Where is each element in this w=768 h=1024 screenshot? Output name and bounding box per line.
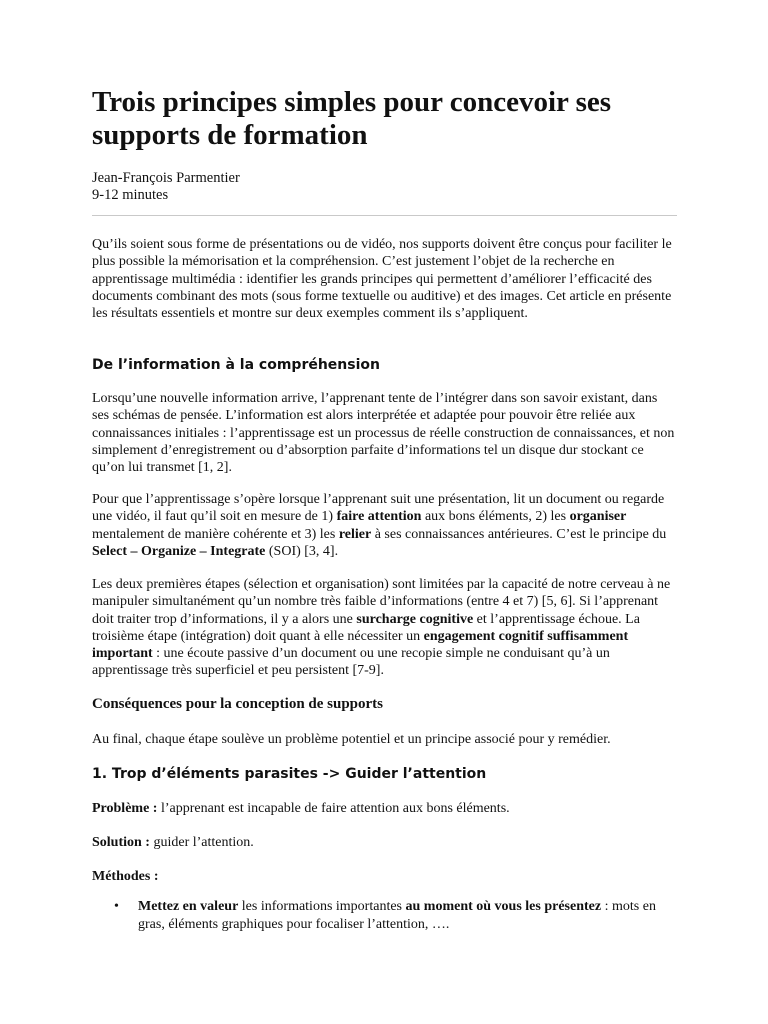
emphasis-organiser: organiser — [569, 509, 627, 525]
article-title: Trois principes simples pour concevoir ses supports de formation — [92, 86, 612, 151]
section-heading-attention: 1. Trop d’éléments parasites -> Guider l’attention — [92, 766, 487, 782]
divider — [92, 215, 677, 216]
list-item: • Mettez en valeur les informations importantes au moment où vous les présentez : mots en gras, éléments graphiques pour focaliser l’attention, …. — [114, 899, 656, 932]
bullet-icon: • — [114, 899, 119, 914]
emphasis-relier: relier — [338, 526, 372, 542]
reading-time: 9-12 minutes — [92, 187, 169, 203]
emphasis-faire-attention: faire attention — [336, 509, 422, 525]
section-heading-information: De l’information à la compréhension — [92, 357, 380, 373]
emphasis-surcharge: surcharge cognitive — [356, 611, 474, 627]
methods-list — [92, 898, 677, 933]
paragraph-information: Lorsqu’une nouvelle information arrive, l’apprenant tente de l’intégrer dans son savoir existant, dans ses schémas de pensée. L’information est alors interprétée et adaptée pour pouvoir être reliée aux connaissances initiales : l’apprentissage est un processus de réelle construction de connaissances, et non simplement d’enregistrement ou d’absorption parfaite d’informations tel un disque dur stockant ce qu’on lui transmet [1, 2]. — [92, 391, 675, 476]
emphasis-soi: Select – Organize – Integrate — [92, 543, 266, 559]
section-heading-consequences: Conséquences pour la conception de supports — [92, 696, 384, 712]
solution-line: Solution : guider l’attention. — [92, 835, 254, 850]
methodes-line — [92, 868, 677, 885]
article-meta — [92, 170, 240, 204]
paragraph-consequences: Au final, chaque étape soulève un problème potentiel et un principe associé pour y remédier. — [92, 732, 611, 747]
intro-paragraph: Qu’ils soient sous forme de présentations ou de vidéo, nos supports doivent être conçus pour faciliter le plus possible la mémorisation et la compréhension. C’est justement l’objet de la recherche en apprentissage multimédia : identifier les grands principes qui permettent d’améliorer l’efficacité des documents combinant des mots (sous forme textuelle ou auditive) et des images. Cet article en présente les résultats essentiels et montre sur deux exemples comment ils s’appliquent. — [92, 237, 672, 322]
solution-label: Solution : — [92, 835, 150, 850]
probleme-line: Problème : l’apprenant est incapable de faire attention aux bons éléments. — [92, 801, 510, 816]
emphasis-engagement: engagement cognitif suffisamment important — [92, 628, 629, 662]
author-name: Jean-François Parmentier — [92, 170, 240, 186]
probleme-label: Problème : — [92, 801, 158, 816]
methodes-label: Méthodes : — [92, 869, 159, 884]
paragraph-surcharge: Les deux premières étapes (sélection et organisation) sont limitées par la capacité de notre cerveau à ne manipuler simultanément qu’un nombre très faible d’informations (entre 4 et 7) [5, 6]. Si l’apprenant doit traiter trop d’informations, il y a alors une surcharge cognitive et l’apprentissage échoue. La troisième étape (intégration) doit quant à elle nécessiter un engagement cognitif suffisamment important : une écoute passive d’un document ou une recopie simple ne conduisant qu’à un apprentissage très superficiel et peu persistent [7-9]. — [92, 577, 671, 679]
paragraph-soi: Pour que l’apprentissage s’opère lorsque l’apprenant suit une présentation, lit un document ou regarde une vidéo, il faut qu’il soit en mesure de 1) faire attention aux bons éléments, 2) les organiser mentalement de manière cohérente et 3) les relier à ses connaissances antérieures. C’est le principe du Select – Organize – Integrate (SOI) [3, 4]. — [92, 492, 667, 559]
